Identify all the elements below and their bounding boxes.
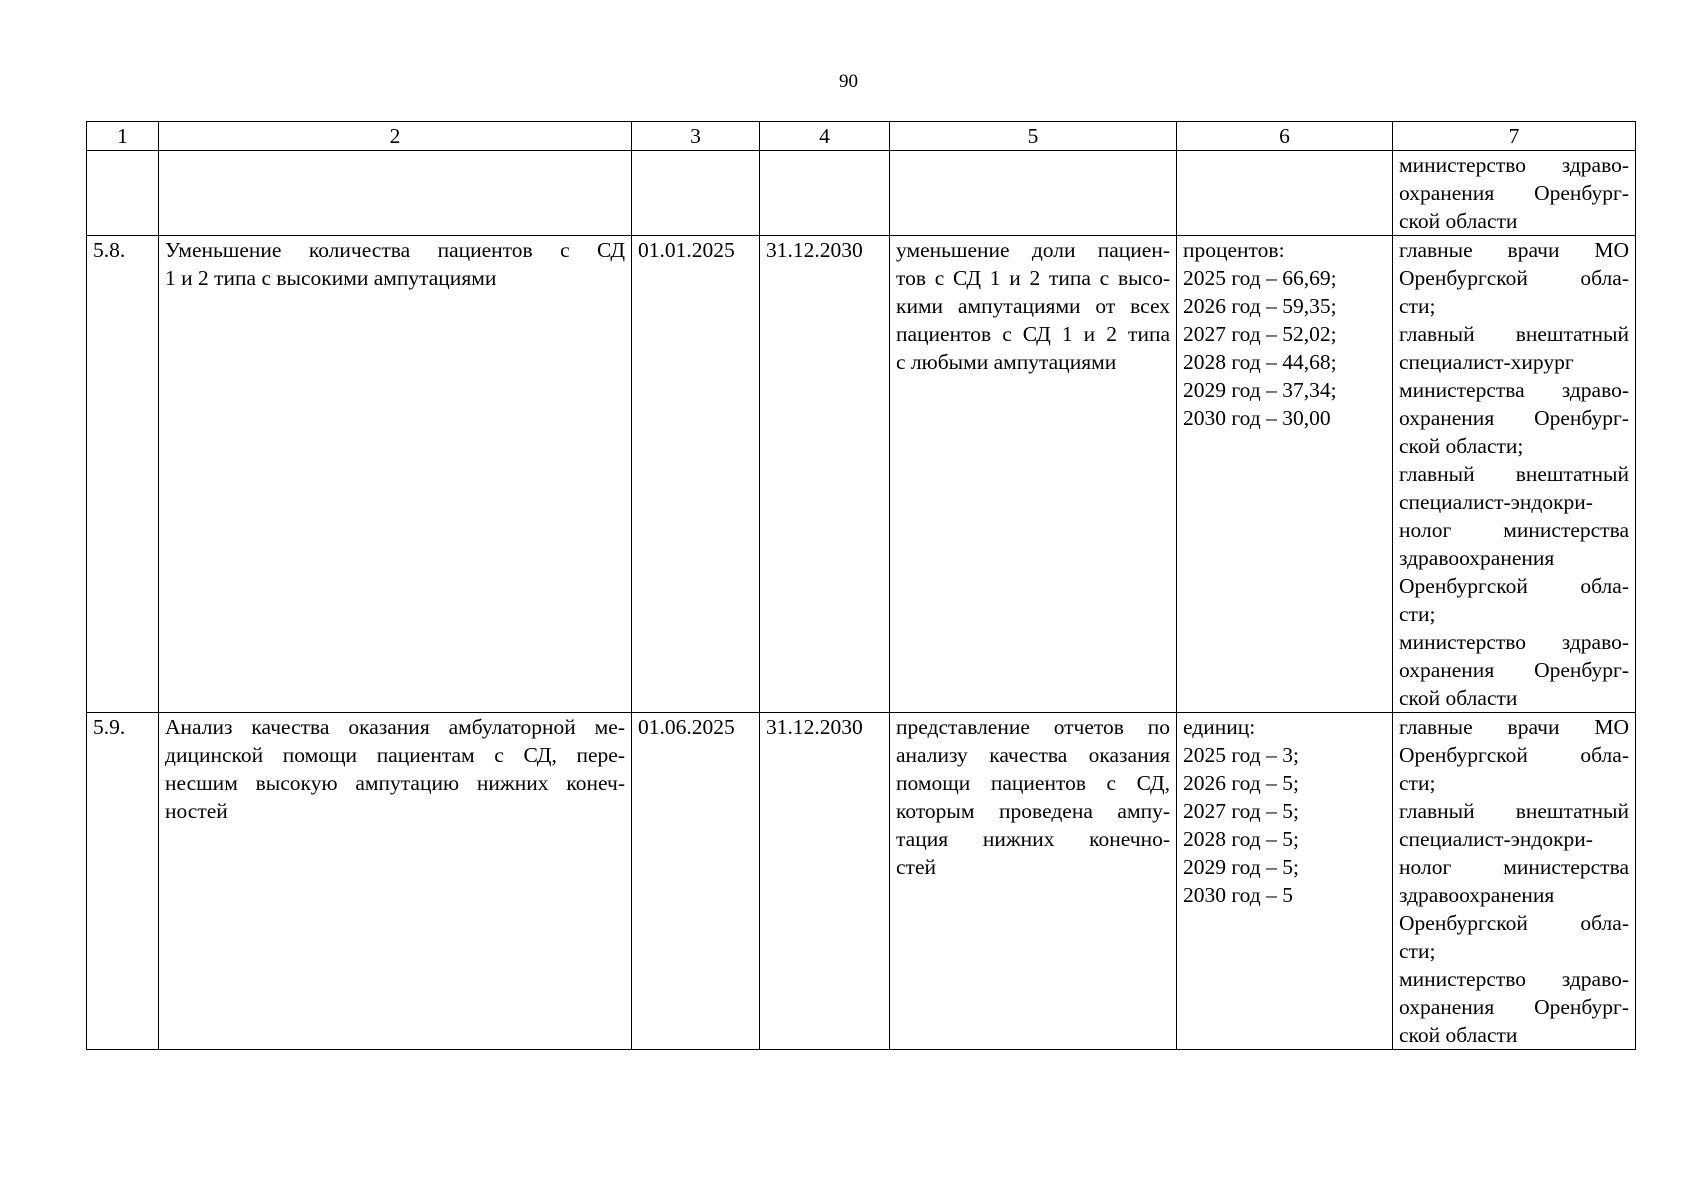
column-header: 6 <box>1177 122 1393 151</box>
page-number: 90 <box>839 71 858 92</box>
target-value-line: 2029 год – 5; <box>1183 855 1299 879</box>
target-value-line: единиц: <box>1183 715 1256 739</box>
responsible-line: охранения Оренбург- <box>1399 995 1629 1019</box>
target-value-line: 2029 год – 37,34; <box>1183 378 1337 402</box>
responsible-cell <box>1393 713 1636 1050</box>
target-values-cell <box>1177 713 1393 1050</box>
row-number-cell <box>87 151 159 236</box>
responsible-line: Оренбургской обла- <box>1399 266 1629 290</box>
row-number-cell: 5.8. <box>87 236 159 713</box>
responsible-line: главные врачи МО <box>1399 715 1629 739</box>
indicator-line: кими ампутациями от всех <box>896 294 1170 318</box>
row-number-cell: 5.9. <box>87 713 159 1050</box>
target-value-line: 2028 год – 5; <box>1183 827 1299 851</box>
target-value-line: процентов: <box>1183 238 1285 262</box>
indicator-line: тов с СД 1 и 2 типа с высо- <box>896 266 1170 290</box>
target-value-line: 2027 год – 5; <box>1183 799 1299 823</box>
activity-name-cell <box>159 713 632 1050</box>
responsible-line: Оренбургской обла- <box>1399 743 1629 767</box>
indicator-line: уменьшение доли пациен- <box>896 238 1170 262</box>
indicator-line: которым проведена ампу- <box>896 799 1170 823</box>
responsible-line: охранения Оренбург- <box>1399 658 1629 682</box>
responsible-line: главный внештатный <box>1399 462 1629 486</box>
indicator-line: пациентов с СД 1 и 2 типа <box>896 322 1170 346</box>
responsible-line: нолог министерства <box>1399 518 1629 542</box>
column-header: 5 <box>890 122 1177 151</box>
responsible-line: министерства здраво- <box>1399 378 1629 402</box>
indicator-line: представление отчетов по <box>896 715 1170 739</box>
responsible-line: нолог министерства <box>1399 855 1629 879</box>
table-row <box>87 236 1636 713</box>
end-date-cell: 31.12.2030 <box>760 236 890 713</box>
responsible-line: главный внештатный <box>1399 799 1629 823</box>
activity-name-line: Уменьшение количества пациентов с СД <box>165 238 625 262</box>
responsible-line: министерство здраво- <box>1399 630 1629 654</box>
target-value-line: 2026 год – 59,35; <box>1183 294 1337 318</box>
activity-name-cell <box>159 236 632 713</box>
column-header: 4 <box>760 122 890 151</box>
start-date-cell: 01.06.2025 <box>632 713 760 1050</box>
responsible-line: Оренбургской обла- <box>1399 574 1629 598</box>
indicator-line: с любыми ампутациями <box>896 350 1117 374</box>
start-date-cell: 01.01.2025 <box>632 236 760 713</box>
end-date-cell <box>760 151 890 236</box>
end-date-cell: 31.12.2030 <box>760 713 890 1050</box>
responsible-line: здравоохранения <box>1399 883 1555 907</box>
indicator-cell <box>890 151 1177 236</box>
activity-name-line: ностей <box>165 799 228 823</box>
indicator-cell <box>890 713 1177 1050</box>
responsible-line: ской области <box>1399 209 1518 233</box>
responsible-cell <box>1393 236 1636 713</box>
responsible-line: сти; <box>1399 294 1436 318</box>
target-value-line: 2030 год – 5 <box>1183 883 1293 907</box>
responsible-line: главные врачи МО <box>1399 238 1629 262</box>
indicator-line: стей <box>896 855 936 879</box>
indicator-line: помощи пациентов с СД, <box>896 771 1170 795</box>
column-header: 2 <box>159 122 632 151</box>
responsible-line: сти; <box>1399 602 1436 626</box>
target-value-line: 2027 год – 52,02; <box>1183 322 1337 346</box>
activity-name-line: 1 и 2 типа с высокими ампутациями <box>165 266 497 290</box>
target-value-line: 2026 год – 5; <box>1183 771 1299 795</box>
responsible-line: Оренбургской обла- <box>1399 911 1629 935</box>
target-value-line: 2028 год – 44,68; <box>1183 350 1337 374</box>
responsible-line: сти; <box>1399 939 1436 963</box>
responsible-line: здравоохранения <box>1399 546 1555 570</box>
target-values-cell <box>1177 151 1393 236</box>
table-row-continuation <box>87 151 1636 236</box>
responsible-line: ской области <box>1399 1023 1518 1047</box>
table-row <box>87 713 1636 1050</box>
target-value-line: 2030 год – 30,00 <box>1183 406 1331 430</box>
responsible-line: специалист-хирург <box>1399 350 1574 374</box>
responsible-line: охранения Оренбург- <box>1399 406 1629 430</box>
responsible-cell <box>1393 151 1636 236</box>
responsible-line: министерство здраво- <box>1399 967 1629 991</box>
indicator-line: тация нижних конечно- <box>896 827 1170 851</box>
responsible-line: ской области; <box>1399 434 1524 458</box>
responsible-line: специалист-эндокри- <box>1399 827 1593 851</box>
target-value-line: 2025 год – 3; <box>1183 743 1299 767</box>
responsible-line: министерство здраво- <box>1399 153 1629 177</box>
responsible-line: ской области <box>1399 686 1518 710</box>
responsible-line: сти; <box>1399 771 1436 795</box>
activity-name-line: несшим высокую ампутацию нижних конеч- <box>165 771 625 795</box>
plan-table <box>86 121 1636 1050</box>
column-header: 3 <box>632 122 760 151</box>
responsible-line: специалист-эндокри- <box>1399 490 1593 514</box>
column-header: 1 <box>87 122 159 151</box>
start-date-cell <box>632 151 760 236</box>
activity-name-line: дицинской помощи пациентам с СД, пере- <box>165 743 625 767</box>
responsible-line: главный внештатный <box>1399 322 1629 346</box>
responsible-line: охранения Оренбург- <box>1399 181 1629 205</box>
column-header: 7 <box>1393 122 1636 151</box>
table-header-row <box>87 122 1636 151</box>
activity-name-cell <box>159 151 632 236</box>
target-values-cell <box>1177 236 1393 713</box>
indicator-line: анализу качества оказания <box>896 743 1170 767</box>
indicator-cell <box>890 236 1177 713</box>
activity-name-line: Анализ качества оказания амбулаторной ме- <box>165 715 625 739</box>
target-value-line: 2025 год – 66,69; <box>1183 266 1337 290</box>
